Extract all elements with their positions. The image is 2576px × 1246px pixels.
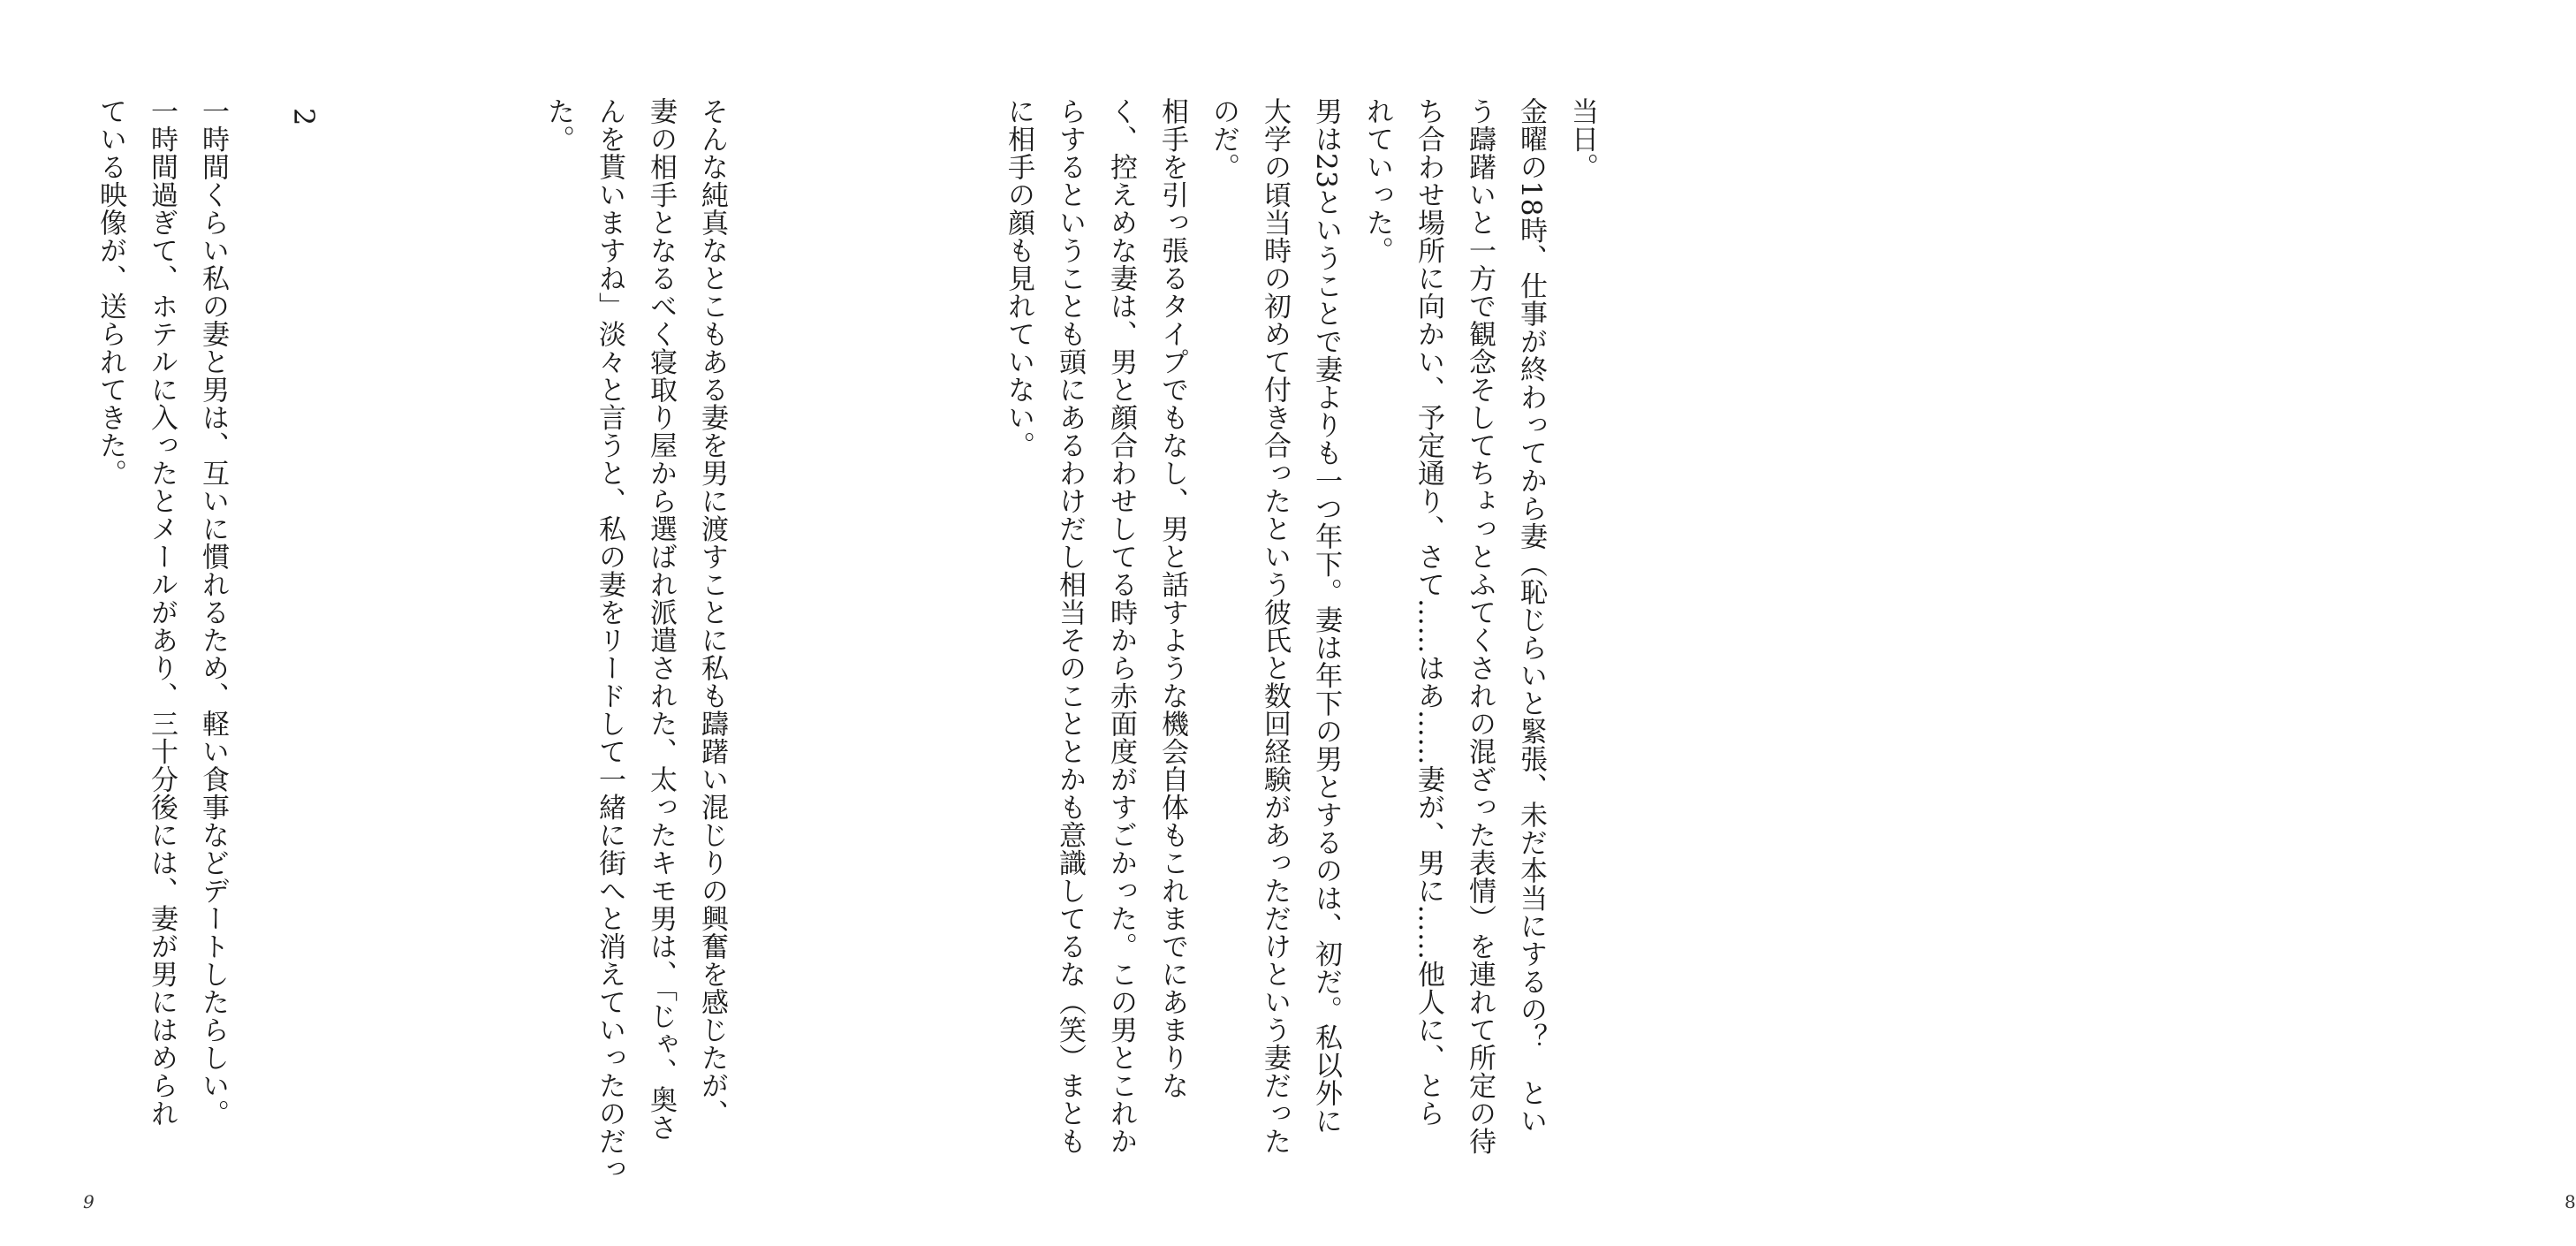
page-9-body-bottom [84, 97, 239, 1158]
page-8 [883, 0, 2576, 1246]
page-number: 8 [2565, 1191, 2576, 1212]
paragraph: た。 [542, 97, 574, 153]
paragraph: れていった。 [1361, 97, 1393, 264]
paragraph: 相手を引っ張るタイプでもなし、男と話すような機会自体もこれまでにあまりな [1156, 97, 1188, 1099]
paragraph: んを貰いますね」淡々と言うと、私の妻をリードして一緒に街へと消えていったのだっ [594, 97, 625, 1183]
paragraph: らするということも頭にあるわけだし相当そのこととかも意識してるな（笑）まとも [1054, 97, 1086, 1155]
paragraph: ち合わせ場所に向かい、予定通り、さて……はあ……妻が、男に……他人に、とら [1413, 97, 1444, 1128]
paragraph: 一時間過ぎて、ホテルに入ったとメールがあり、三十分後には、妻が男にはめられ [146, 97, 178, 1128]
paragraph: のだ。 [1208, 97, 1239, 181]
paragraph: う躊躇いと一方で観念そしてちょっとふてくされの混ざった表情）を連れて所定の待 [1464, 97, 1496, 1155]
page-number: 9 [83, 1191, 95, 1212]
paragraph: 大学の頃当時の初めて付き合ったという彼氏と数回経験があっただけという妻だった [1259, 97, 1291, 1155]
page-9 [0, 0, 883, 1246]
page-8-body [1003, 97, 1608, 1158]
paragraph: 当日。 [1566, 97, 1598, 181]
page-9-body-top [530, 97, 738, 1183]
paragraph: 一時間くらい私の妻と男は、互いに慣れるため、軽い食事などデートしたらしい。 [197, 97, 229, 1128]
paragraph: ている映像が、送られてきた。 [95, 97, 126, 487]
section-number: 2 [287, 108, 321, 126]
paragraph: 男は23ということで妻よりも一つ年下。妻は年下の男とするのは、初だ。私以外に [1310, 97, 1342, 1136]
paragraph: に相手の顔も見れていない。 [1003, 97, 1034, 460]
paragraph: 妻の相手となるべく寝取り屋から選ばれ派遣された、太ったキモ男は、「じゃ、奥さ [645, 97, 677, 1142]
paragraph: 金曜の18時、仕事が終わってから妻（恥じらいと緊張、未だ本当にするの？ とい [1515, 97, 1547, 1136]
paragraph: そんな純真なとこもある妻を男に渡すことに私も躊躇い混じりの興奮を感じたが、 [696, 97, 728, 1128]
paragraph: く、控えめな妻は、男と顔合わせしてる時から赤面度がすごかった。この男とこれか [1105, 97, 1137, 1155]
